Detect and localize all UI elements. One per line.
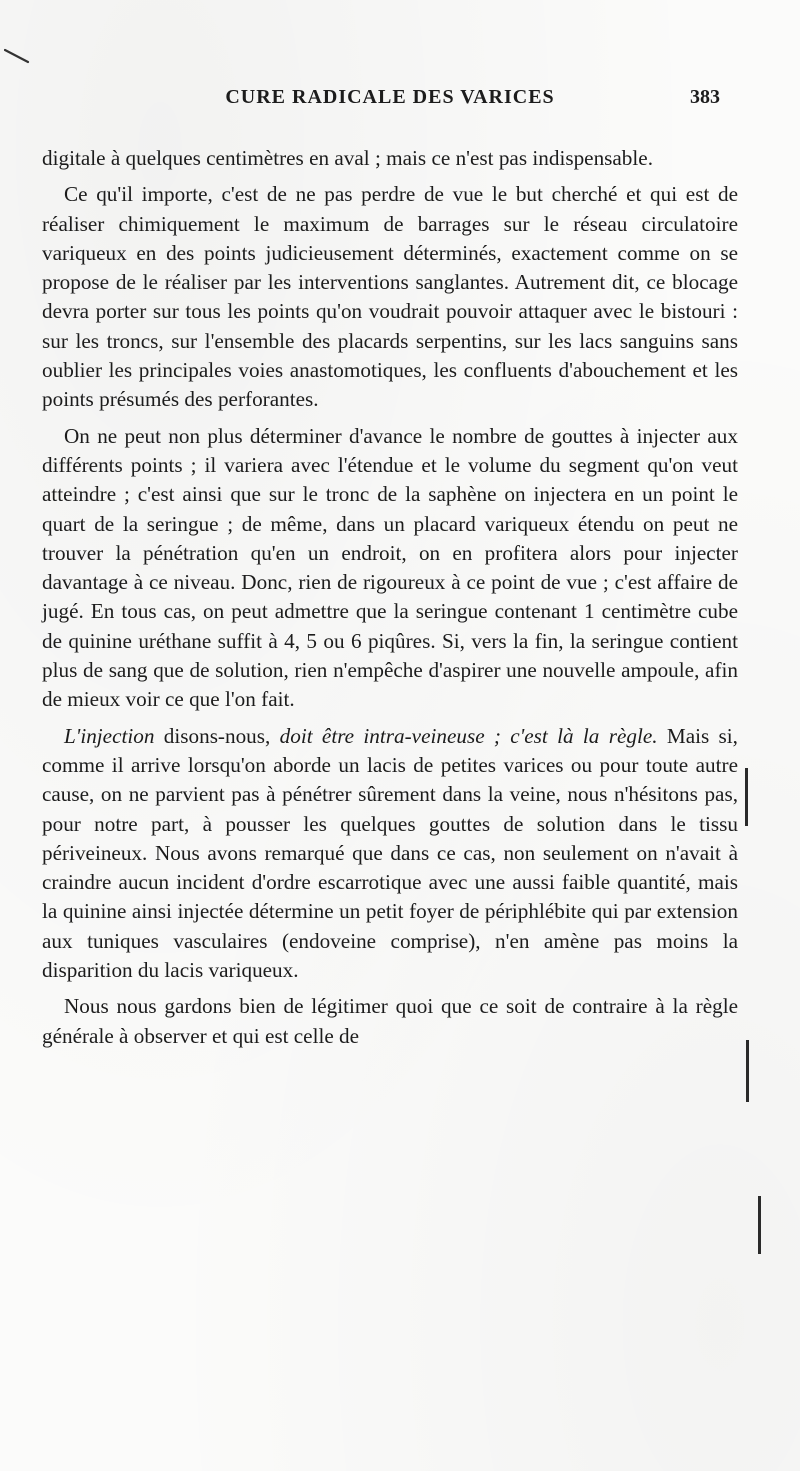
paragraph-4-lead: L'injection [64,723,155,748]
paragraph-2: Ce qu'il importe, c'est de ne pas perdre de vue le but cherché et qui est de réaliser chimiquement le maximum de barrages sur le réseau circulatoire variqueux en des points judicieusement déterminés, exactement comme on se propose de le réaliser par les interventions sanglantes. Autrement dit, ce blocage devra porter sur tous les points qu'on voudrait pouvoir attaquer avec le bistouri : sur les troncs, sur l'ensemble des placards serpentins, sur les lacs sanguins sans oublier les principales voies anastomotiques, les confluents d'abouchement et les points présumés des perforantes. [42,182,738,412]
corner-stroke-mark [4,46,30,66]
paragraph-4 [42,722,738,986]
paragraph-5: Nous nous gardons bien de légitimer quoi que ce soit de contraire à la règle générale à observer et qui est celle de [42,994,738,1048]
margin-bracket-2 [746,1040,749,1102]
body-text [42,144,738,1051]
paragraph-4-rest: Mais si, comme il arrive lorsqu'on aborde un lacis de petites varices ou pour toute autre cause, on ne parvient pas à pénétrer sûrement dans la veine, nous n'hésitons pas, pour notre part, à pousser les quelques gouttes de solution dans le tissu périveineux. Nous avons remarqué que dans ce cas, non seulement on n'avait à craindre aucun incident d'ordre escarrotique avec une aussi faible quantité, mais la quinine ainsi injectée détermine un petit foyer de périphlébite qui par extension aux tuniques vasculaires (endoveine comprise), n'en amène pas moins la disparition du lacis variqueux. [42,723,738,983]
page-number: 383 [690,86,720,108]
paragraph-3: On ne peut non plus déterminer d'avance le nombre de gouttes à injecter aux différents points ; il variera avec l'étendue et le volume du segment qu'on veut atteindre ; c'est ainsi que sur le tronc de la saphène on injectera en un point le quart de la seringue ; de même, dans un placard variqueux étendu on peut ne trouver la pénétration qu'en un endroit, on en profitera alors pour injecter davantage à ce niveau. Donc, rien de rigoureux à ce point de vue ; c'est affaire de jugé. En tous cas, on peut admettre que la seringue contenant 1 centimètre cube de quinine uréthane suffit à 4, 5 ou 6 piqûres. Si, vers la fin, la seringue contient plus de sang que de solution, rien n'empêche d'aspirer une nouvelle ampoule, afin de mieux voir ce que l'on fait. [42,423,738,712]
paragraph-4-rule: doit être intra-veineuse ; c'est là la règle. [279,723,658,748]
running-title: CURE RADICALE DES VARICES [225,86,555,108]
running-head [40,86,740,112]
margin-bracket-1 [745,768,748,826]
paragraph-1: digitale à quelques centimètres en aval ; mais ce n'est pas indispensable. [42,146,653,170]
paragraph-4-lead-plain: disons-nous, [154,723,280,748]
margin-bracket-3 [758,1196,761,1254]
